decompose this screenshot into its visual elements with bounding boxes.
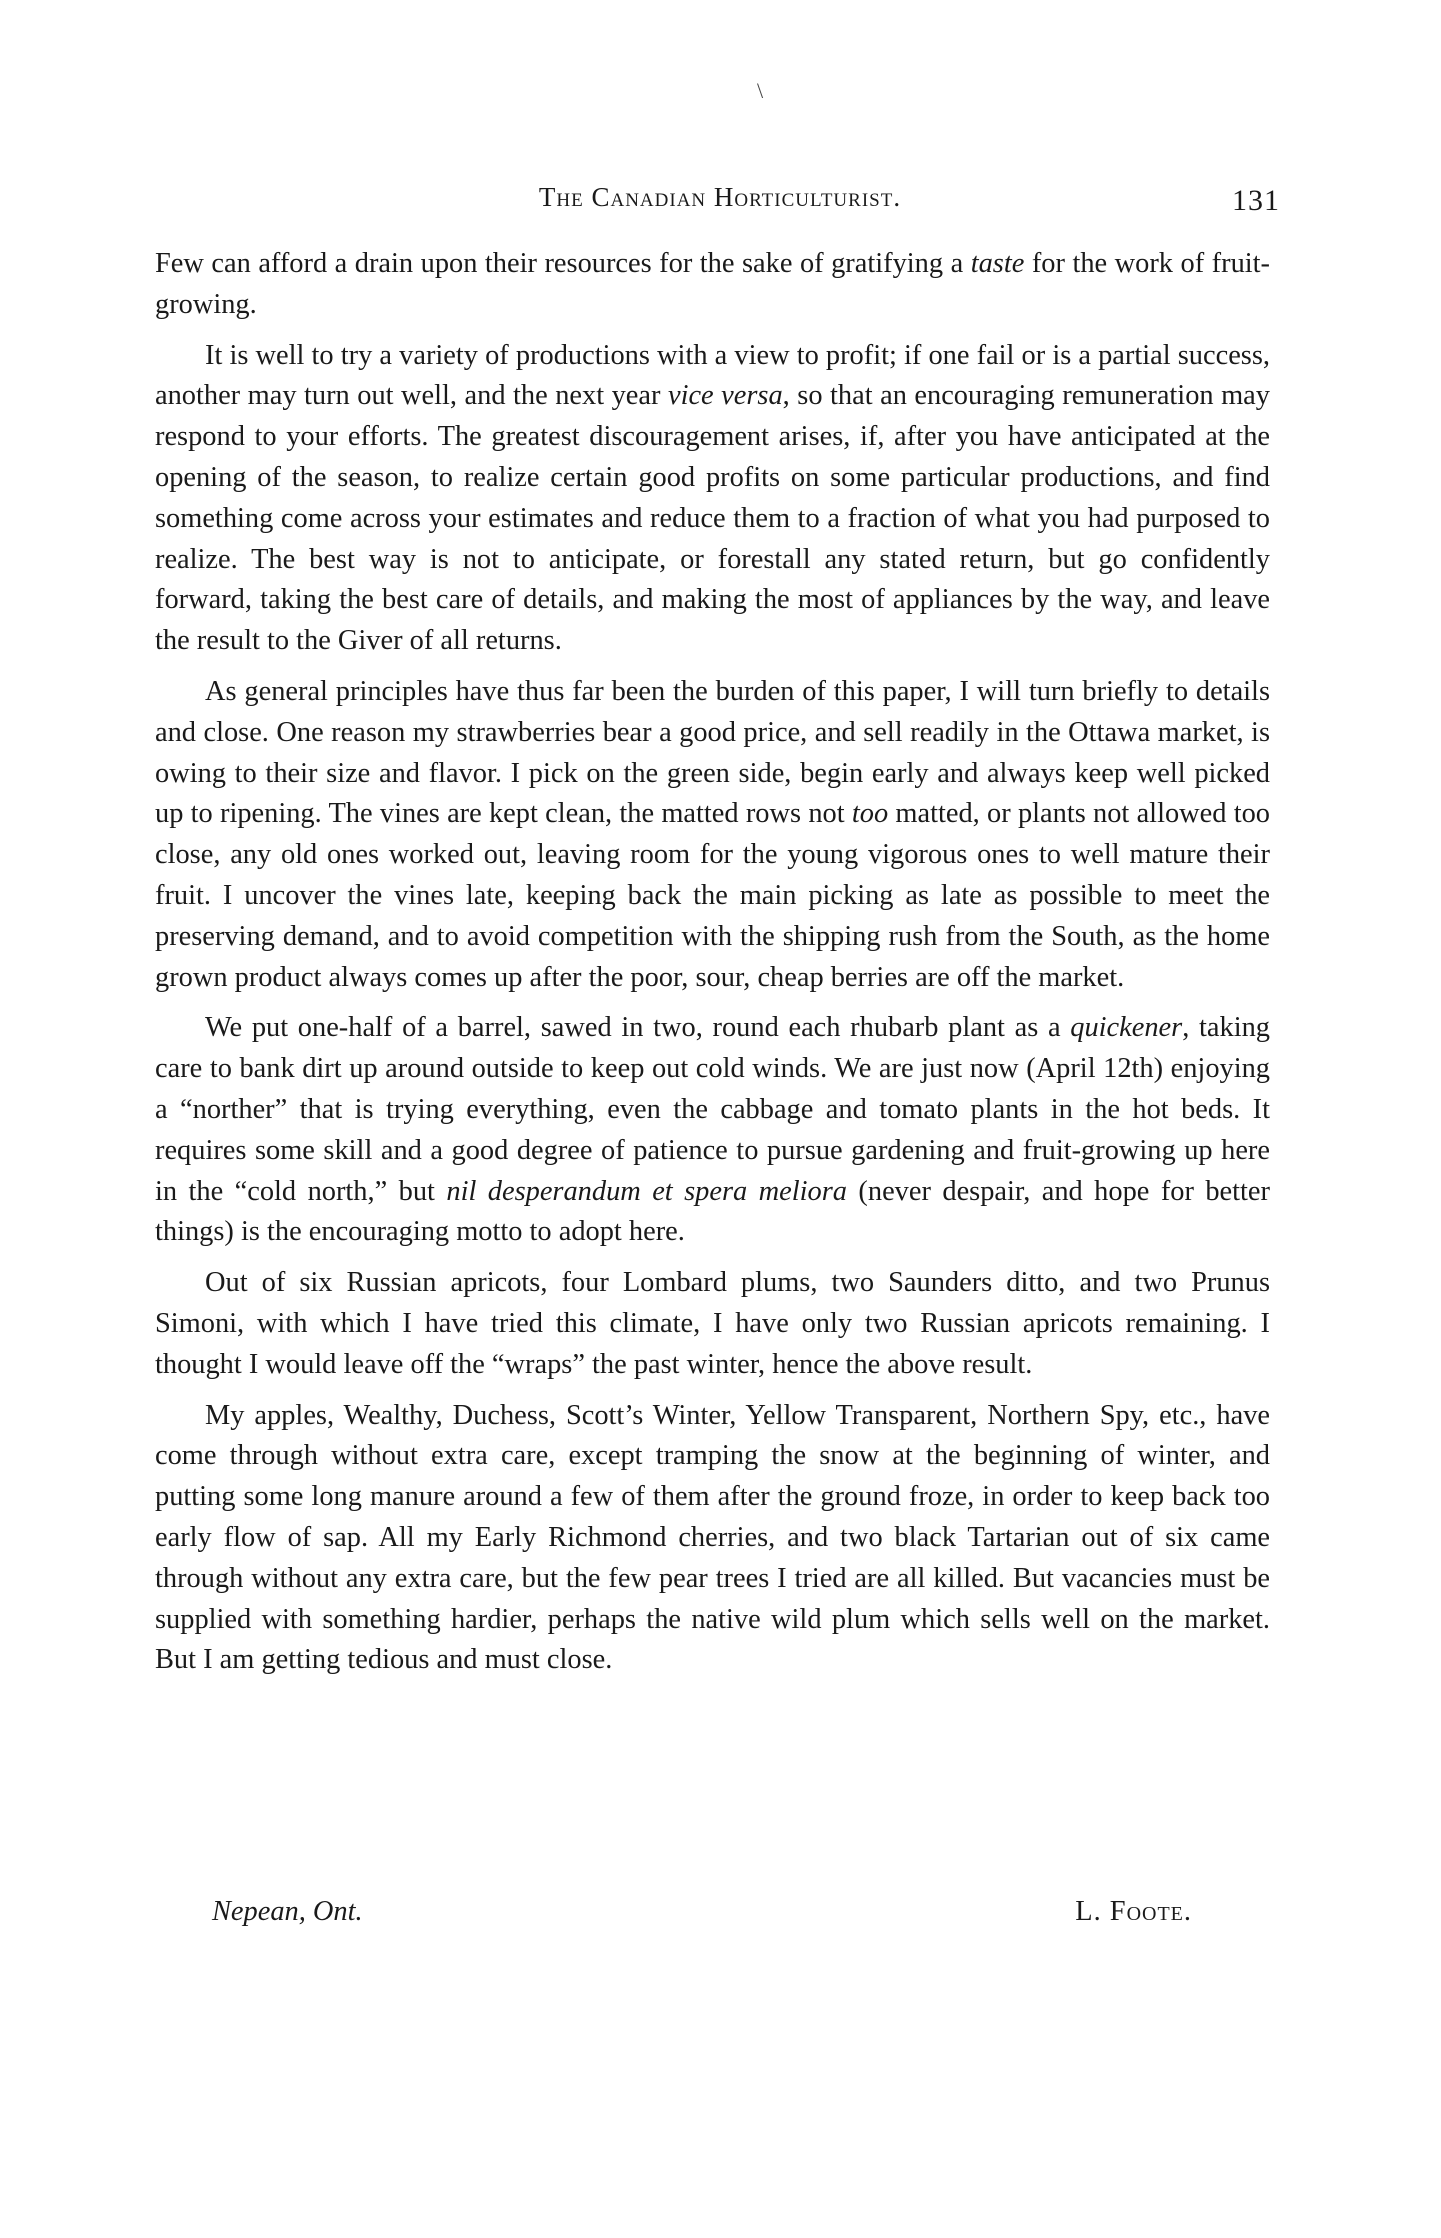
emphasis-taste: taste [970,248,1025,279]
paragraph-2: It is well to try a variety of productions with a view to profit; if one fail or is a partial success, another may turn out well, and the next year vice versa, so that an encouraging remuneration may respond to your efforts. The greatest discouragement arises, if, after you have anticipated at the opening of the season, to realize certain good profits on some particular productions, and find something come across your estimates and reduce them to a fraction of what you had purposed to realize. The best way is not to anticipate, or forestall any stated return, but go confidently forward, taking the best care of details, and making the most of appliances by the way, and leave the result to the Giver of all returns. [155,339,1270,657]
emphasis-quickener: quickener [1070,1012,1183,1044]
signature-author: L. Foote. [1075,1896,1192,1927]
article-body [155,244,1270,1691]
running-title: The Canadian Horticulturist. [538,182,902,212]
paragraph-6: My apples, Wealthy, Duchess, Scott’s Winter, Yellow Transparent, Northern Spy, etc., have come through without extra care, except tramping the snow at the beginning of winter, and putting some long manure around a few of them after the ground froze, in order to keep back too early flow of sap. All my Early Richmond cherries, and two black Tartarian out of six came through without any extra care, but the few pear trees I tried are all killed. But vacancies must be supplied with something hardier, perhaps the native wild plum which sells well on the market. But I am getting tedious and must close. [155,1399,1270,1676]
paragraph-1: Few can afford a drain upon their resources for the sake of gratifying a taste for the work of fruit-growing. [155,248,1270,320]
emphasis-latin-motto: nil desperandum et spera meliora [446,1175,847,1207]
emphasis-too: too [851,798,889,830]
scan-speck: \ [757,78,764,103]
signature-line [212,1896,1192,1936]
page-header [160,182,1280,222]
paragraph-3: As general principles have thus far been the burden of this paper, I will turn briefly to details and close. One reason my strawberries bear a good price, and sell readily in the Ottawa market, is owing to their size and flavor. I pick on the green side, begin early and always keep well picked up to ripening. The vines are kept clean, the matted rows not too matted, or plants not allowed too close, any old ones worked out, leaving room for the young vigorous ones to well mature their fruit. I uncover the vines late, keeping back the main picking as late as possible to meet the preserving demand, and to avoid competition with the shipping rush from the South, as the home grown product always comes up after the poor, sour, cheap berries are off the market. [155,675,1270,993]
paragraph-5: Out of six Russian apricots, four Lombard plums, two Saunders ditto, and two Prunus Simoni, with which I have tried this climate, I have only two Russian apricots remaining. I thought I would leave off the “wraps” the past winter, hence the above result. [155,1267,1270,1380]
emphasis-vice-versa: vice versa [667,380,783,412]
paragraph-4: We put one-half of a barrel, sawed in two, round each rhubarb plant as a quickener, taking care to bank dirt up around outside to keep out cold winds. We are just now (April 12th) enjoying a “norther” that is trying everything, even the cabbage and tomato plants in the hot beds. It requires some skill and a good degree of patience to pursue gardening and fruit-growing up here in the “cold north,” but nil desperandum et spera meliora (never despair, and hope for better things) is the encouraging motto to adopt here. [155,1012,1270,1248]
signature-place: Nepean, Ont. [212,1896,363,1927]
page-number: 131 [1232,184,1280,217]
